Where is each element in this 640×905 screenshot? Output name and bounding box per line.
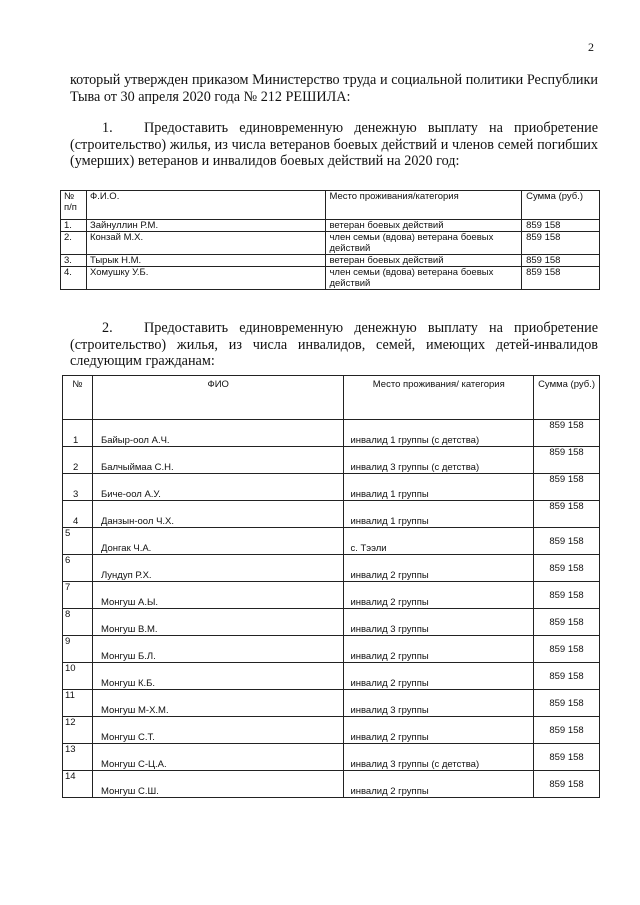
row-number: 1.: [61, 220, 87, 232]
row-place: инвалид 2 группы: [344, 582, 534, 609]
row-place: член семьи (вдова) ветерана боевых действий: [326, 267, 522, 290]
row-sum: 859 158: [534, 744, 600, 771]
header-place: Место проживания/категория: [326, 191, 522, 220]
row-number: 8: [63, 609, 93, 636]
row-sum: 859 158: [534, 717, 600, 744]
row-name: Донгак Ч.А.: [92, 528, 343, 555]
veterans-table: [60, 190, 600, 290]
item-2-paragraph: [70, 320, 598, 370]
row-place: инвалид 3 группы (с детства): [344, 447, 534, 474]
row-name: Лундуп Р.Х.: [92, 555, 343, 582]
table-row: [63, 636, 600, 663]
row-number: 7: [63, 582, 93, 609]
row-place: член семьи (вдова) ветерана боевых действий: [326, 232, 522, 255]
table-row: [61, 220, 600, 232]
header-name: Ф.И.О.: [86, 191, 325, 220]
row-place: инвалид 2 группы: [344, 717, 534, 744]
row-name: Монгуш А.Ы.: [92, 582, 343, 609]
row-number: 6: [63, 555, 93, 582]
table-row: [61, 255, 600, 267]
row-number: 2: [63, 447, 93, 474]
disabled-table: [62, 375, 600, 798]
row-name: Монгуш С.Т.: [92, 717, 343, 744]
row-name: Данзын-оол Ч.Х.: [92, 501, 343, 528]
row-sum: 859 158: [522, 255, 600, 267]
intro-paragraph: который утвержден приказом Министерство труда и социальной политики Республики Тыва от 30 апреля 2020 года № 212 РЕШИЛА:: [70, 72, 598, 105]
row-sum: 859 158: [534, 474, 600, 501]
item-2-text: Предоставить единовременную денежную выплату на приобретение (строительство) жилья, из числа инвалидов, семей, имеющих детей-инвалидов следующим гражданам:: [70, 320, 598, 369]
row-sum: 859 158: [534, 663, 600, 690]
row-number: 4: [63, 501, 93, 528]
page-number: 2: [588, 40, 594, 54]
row-name: Монгуш С-Ц.А.: [92, 744, 343, 771]
row-sum: 859 158: [534, 447, 600, 474]
row-name: Хомушку У.Б.: [86, 267, 325, 290]
row-name: Конзай М.Х.: [86, 232, 325, 255]
row-place: ветеран боевых действий: [326, 220, 522, 232]
row-number: 12: [63, 717, 93, 744]
row-place: инвалид 1 группы (с детства): [344, 420, 534, 447]
row-sum: 859 158: [534, 582, 600, 609]
row-name: Байыр-оол А.Ч.: [92, 420, 343, 447]
table-row: [63, 501, 600, 528]
header-no: №: [63, 376, 93, 420]
row-sum: 859 158: [534, 555, 600, 582]
row-place: инвалид 2 группы: [344, 663, 534, 690]
row-place: ветеран боевых действий: [326, 255, 522, 267]
disabled-table-header: [63, 376, 600, 420]
row-place: инвалид 1 группы: [344, 474, 534, 501]
item-1-paragraph: [70, 120, 598, 170]
row-number: 4.: [61, 267, 87, 290]
table-row: [63, 420, 600, 447]
table-row: [63, 555, 600, 582]
row-place: инвалид 3 группы: [344, 690, 534, 717]
row-sum: 859 158: [534, 528, 600, 555]
table-row: [63, 690, 600, 717]
row-name: Зайнуллин Р.М.: [86, 220, 325, 232]
row-name: Монгуш К.Б.: [92, 663, 343, 690]
table-row: [63, 528, 600, 555]
table-row: [63, 447, 600, 474]
row-place: с. Тээли: [344, 528, 534, 555]
row-sum: 859 158: [534, 420, 600, 447]
row-place: инвалид 1 группы: [344, 501, 534, 528]
table-row: [63, 582, 600, 609]
row-sum: 859 158: [534, 690, 600, 717]
row-name: Монгуш С.Ш.: [92, 771, 343, 798]
item-1-text: Предоставить единовременную денежную выплату на приобретение (строительство) жилья, из числа ветеранов боевых действий и членов семей погибших (умерших) ветеранов и инвалидов боевых действий на 2020 год:: [70, 120, 598, 169]
row-sum: 859 158: [534, 771, 600, 798]
row-name: Монгуш М-Х.М.: [92, 690, 343, 717]
row-sum: 859 158: [522, 220, 600, 232]
row-number: 3: [63, 474, 93, 501]
row-sum: 859 158: [534, 609, 600, 636]
row-number: 11: [63, 690, 93, 717]
header-place: Место проживания/ категория: [344, 376, 534, 420]
table-row: [61, 267, 600, 290]
row-sum: 859 158: [522, 267, 600, 290]
row-place: инвалид 2 группы: [344, 636, 534, 663]
row-place: инвалид 3 группы: [344, 609, 534, 636]
table-row: [61, 232, 600, 255]
table-row: [63, 663, 600, 690]
table-row: [63, 744, 600, 771]
header-no: № п/п: [61, 191, 87, 220]
row-name: Монгуш В.М.: [92, 609, 343, 636]
item-2-number: 2.: [102, 320, 113, 336]
row-number: 3.: [61, 255, 87, 267]
row-place: инвалид 2 группы: [344, 771, 534, 798]
row-number: 1: [63, 420, 93, 447]
table-row: [63, 771, 600, 798]
row-place: инвалид 3 группы (с детства): [344, 744, 534, 771]
item-1-number: 1.: [102, 120, 113, 136]
table-row: [63, 609, 600, 636]
row-place: инвалид 2 группы: [344, 555, 534, 582]
header-name: ФИО: [92, 376, 343, 420]
row-number: 9: [63, 636, 93, 663]
row-number: 5: [63, 528, 93, 555]
row-name: Биче-оол А.У.: [92, 474, 343, 501]
veterans-table-header: [61, 191, 600, 220]
table-row: [63, 717, 600, 744]
header-sum: Сумма (руб.): [522, 191, 600, 220]
row-number: 2.: [61, 232, 87, 255]
table-row: [63, 474, 600, 501]
row-name: Балчыймаа С.Н.: [92, 447, 343, 474]
header-sum: Сумма (руб.): [534, 376, 600, 420]
row-name: Монгуш Б.Л.: [92, 636, 343, 663]
row-sum: 859 158: [534, 501, 600, 528]
row-number: 14: [63, 771, 93, 798]
row-number: 10: [63, 663, 93, 690]
row-sum: 859 158: [522, 232, 600, 255]
row-number: 13: [63, 744, 93, 771]
row-sum: 859 158: [534, 636, 600, 663]
row-name: Тырык Н.М.: [86, 255, 325, 267]
